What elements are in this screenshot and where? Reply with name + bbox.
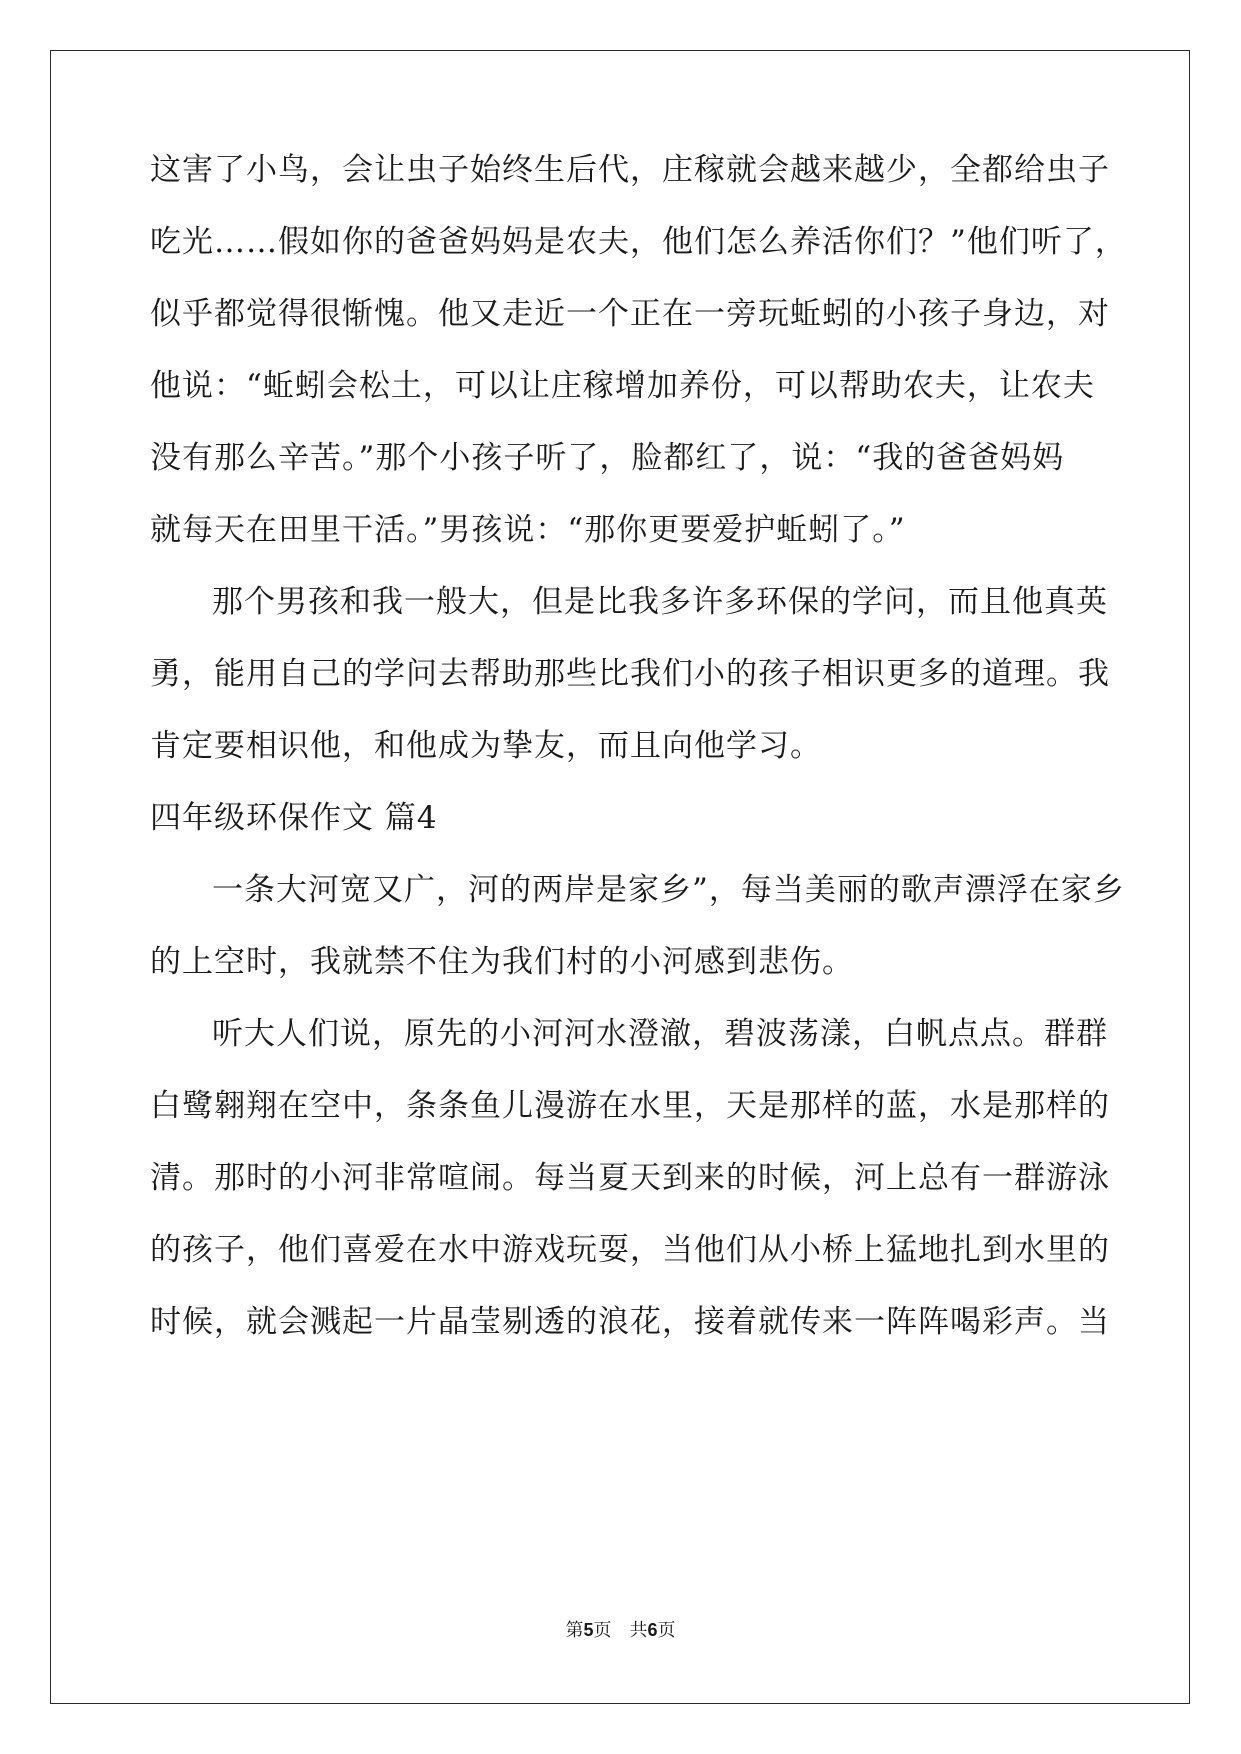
text-line: 时候，就会溅起一片晶莹剔透的浪花，接着就传来一阵阵喝彩声。当 <box>150 1304 1110 1340</box>
footer-prefix: 第 <box>565 1620 584 1641</box>
total-pages-number: 6 <box>647 1620 658 1640</box>
text-line: 没有那么辛苦。”那个小孩子听了，脸都红了，说：“我的爸爸妈妈 <box>150 440 1065 476</box>
text-line: 的上空时，我就禁不住为我们村的小河感到悲伤。 <box>150 944 854 980</box>
text-line: 这害了小鸟，会让虫子始终生后代，庄稼就会越来越少，全都给虫子 <box>150 152 1110 188</box>
paragraph-first-line: 听大人们说，原先的小河河水澄澈，碧波荡漾，白帆点点。群群 <box>212 1016 1108 1052</box>
paragraph-first-line: 那个男孩和我一般大，但是比我多许多环保的学问，而且他真英 <box>212 584 1108 620</box>
text-line: 勇，能用自己的学问去帮助那些比我们小的孩子相识更多的道理。我 <box>150 656 1110 692</box>
text-line: 就每天在田里干活。”男孩说：“那你更要爱护蚯蚓了。” <box>150 512 906 548</box>
text-line: 肯定要相识他，和他成为挚友，而且向他学习。 <box>150 728 822 764</box>
text-line: 似乎都觉得很惭愧。他又走近一个正在一旁玩蚯蚓的小孩子身边，对 <box>150 296 1110 332</box>
text-line: 的孩子，他们喜爱在水中游戏玩耍，当他们从小桥上猛地扎到水里的 <box>150 1232 1110 1268</box>
footer-middle: 页 共 <box>593 1620 648 1641</box>
paragraph-first-line: 一条大河宽又广，河的两岸是家乡”，每当美丽的歌声漂浮在家乡 <box>212 872 1125 908</box>
text-line: 清。那时的小河非常喧闹。每当夏天到来的时候，河上总有一群游泳 <box>150 1160 1110 1196</box>
text-line: 吃光……假如你的爸爸妈妈是农夫，他们怎么养活你们？”他们听了， <box>150 224 1127 260</box>
text-line: 白鹭翱翔在空中，条条鱼儿漫游在水里，天是那样的蓝，水是那样的 <box>150 1088 1110 1124</box>
current-page-number: 5 <box>583 1620 594 1640</box>
text-line: 他说：“蚯蚓会松土，可以让庄稼增加养份，可以帮助农夫，让农夫 <box>150 368 1095 404</box>
page-footer <box>0 1616 1241 1642</box>
section-heading: 四年级环保作文 篇4 <box>150 800 438 836</box>
footer-suffix: 页 <box>657 1620 676 1641</box>
